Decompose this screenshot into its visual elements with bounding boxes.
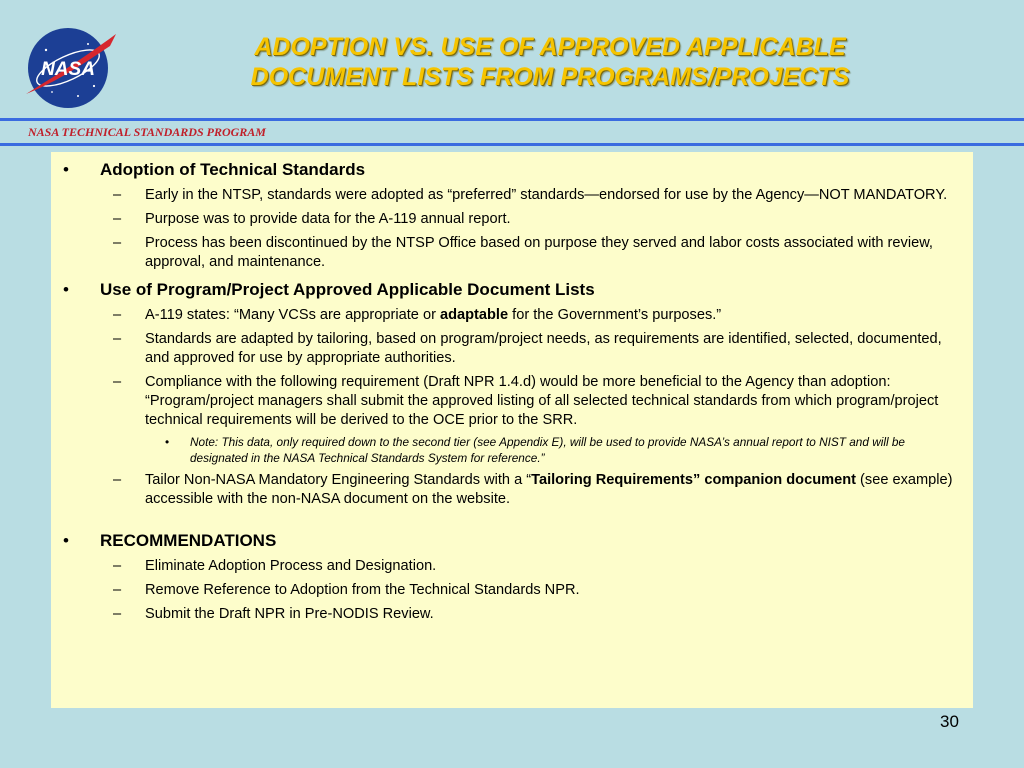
dash-marker: – xyxy=(113,558,122,574)
bullet-marker: • xyxy=(63,160,69,179)
item-text: (see example) accessible with the non-NASA document on the website. xyxy=(145,472,953,507)
item-text: Remove Reference to Adoption from the Technical Standards NPR. xyxy=(145,582,580,598)
title-line-1: ADOPTION VS. USE OF APPROVED APPLICABLE xyxy=(254,33,846,61)
list-item xyxy=(51,471,973,509)
bullet-marker: • xyxy=(63,531,69,550)
item-emphasis: Tailoring Requirements” companion document xyxy=(531,472,856,488)
dash-marker: – xyxy=(113,331,122,347)
note-text: Note: This data, only required down to the second tier (see Appendix E), will be used to provide NASA’s annual report to NIST and will be designated in the NASA Technical Standards System for reference.” xyxy=(190,435,905,465)
dash-marker: – xyxy=(113,582,122,598)
list-item xyxy=(51,210,973,229)
item-text: Tailor Non-NASA Mandatory Engineering Standards with a “ xyxy=(145,472,532,488)
item-text: Early in the NTSP, standards were adopted as “preferred” standards—endorsed for use by the Agency—NOT MANDATORY. xyxy=(145,187,948,203)
item-text: A-119 states: “Many VCSs are appropriate or xyxy=(145,307,440,323)
item-emphasis: adaptable xyxy=(439,307,509,323)
dash-marker: – xyxy=(113,606,122,622)
item-text: Process has been discontinued by the NTSP Office based on purpose they served and labor costs associated with review, approval, and maintenance. xyxy=(145,235,933,270)
dash-marker: – xyxy=(113,235,122,251)
section-heading: Use of Program/Project Approved Applicable Document Lists xyxy=(100,280,595,299)
list-item xyxy=(51,186,973,205)
item-text: Purpose was to provide data for the A-119 annual report. xyxy=(145,211,511,227)
dash-marker: – xyxy=(113,472,122,488)
item-text: for the Government’s purposes.” xyxy=(508,307,722,323)
item-text: Standards are adapted by tailoring, based on program/project needs, as requirements are identified, selected, documented, and approved for use by appropriate authorities. xyxy=(145,331,942,366)
list-item xyxy=(51,373,973,430)
note-item xyxy=(51,434,973,466)
list-item xyxy=(51,330,973,368)
section-heading: RECOMMENDATIONS xyxy=(100,531,277,550)
section-adoption xyxy=(51,159,973,181)
nasa-logo xyxy=(18,24,118,114)
slide-content xyxy=(51,152,973,624)
dash-marker: – xyxy=(113,374,122,390)
title-line-2: DOCUMENT LISTS FROM PROGRAMS/PROJECTS xyxy=(250,63,850,91)
list-item xyxy=(51,605,973,624)
item-text: Submit the Draft NPR in Pre-NODIS Review. xyxy=(145,606,434,622)
section-approved-lists xyxy=(51,279,973,301)
item-text: Eliminate Adoption Process and Designation. xyxy=(145,558,437,574)
list-item xyxy=(51,557,973,576)
bullet-marker: • xyxy=(63,280,69,299)
dash-marker: – xyxy=(113,187,122,203)
header-rule-bottom xyxy=(0,143,1024,146)
header-rule-top xyxy=(0,118,1024,121)
slide-title xyxy=(150,32,950,92)
dash-marker: – xyxy=(113,307,122,323)
list-item xyxy=(51,306,973,325)
page-number: 30 xyxy=(940,712,959,731)
section-heading: Adoption of Technical Standards xyxy=(100,160,366,179)
nasa-logo-text: NASA xyxy=(41,59,95,80)
list-item xyxy=(51,234,973,272)
list-item xyxy=(51,581,973,600)
dash-marker: – xyxy=(113,211,122,227)
program-label: NASA TECHNICAL STANDARDS PROGRAM xyxy=(28,125,266,139)
section-recommendations xyxy=(51,530,973,552)
item-text: Compliance with the following requirement (Draft NPR 1.4.d) would be more beneficial to the Agency than adoption: “Program/project managers shall submit the approved listing of all selected technical standards from which program/project technical requirements will be derived to the OCE prior to the SRR. xyxy=(145,374,939,428)
bullet-marker: • xyxy=(165,435,170,449)
